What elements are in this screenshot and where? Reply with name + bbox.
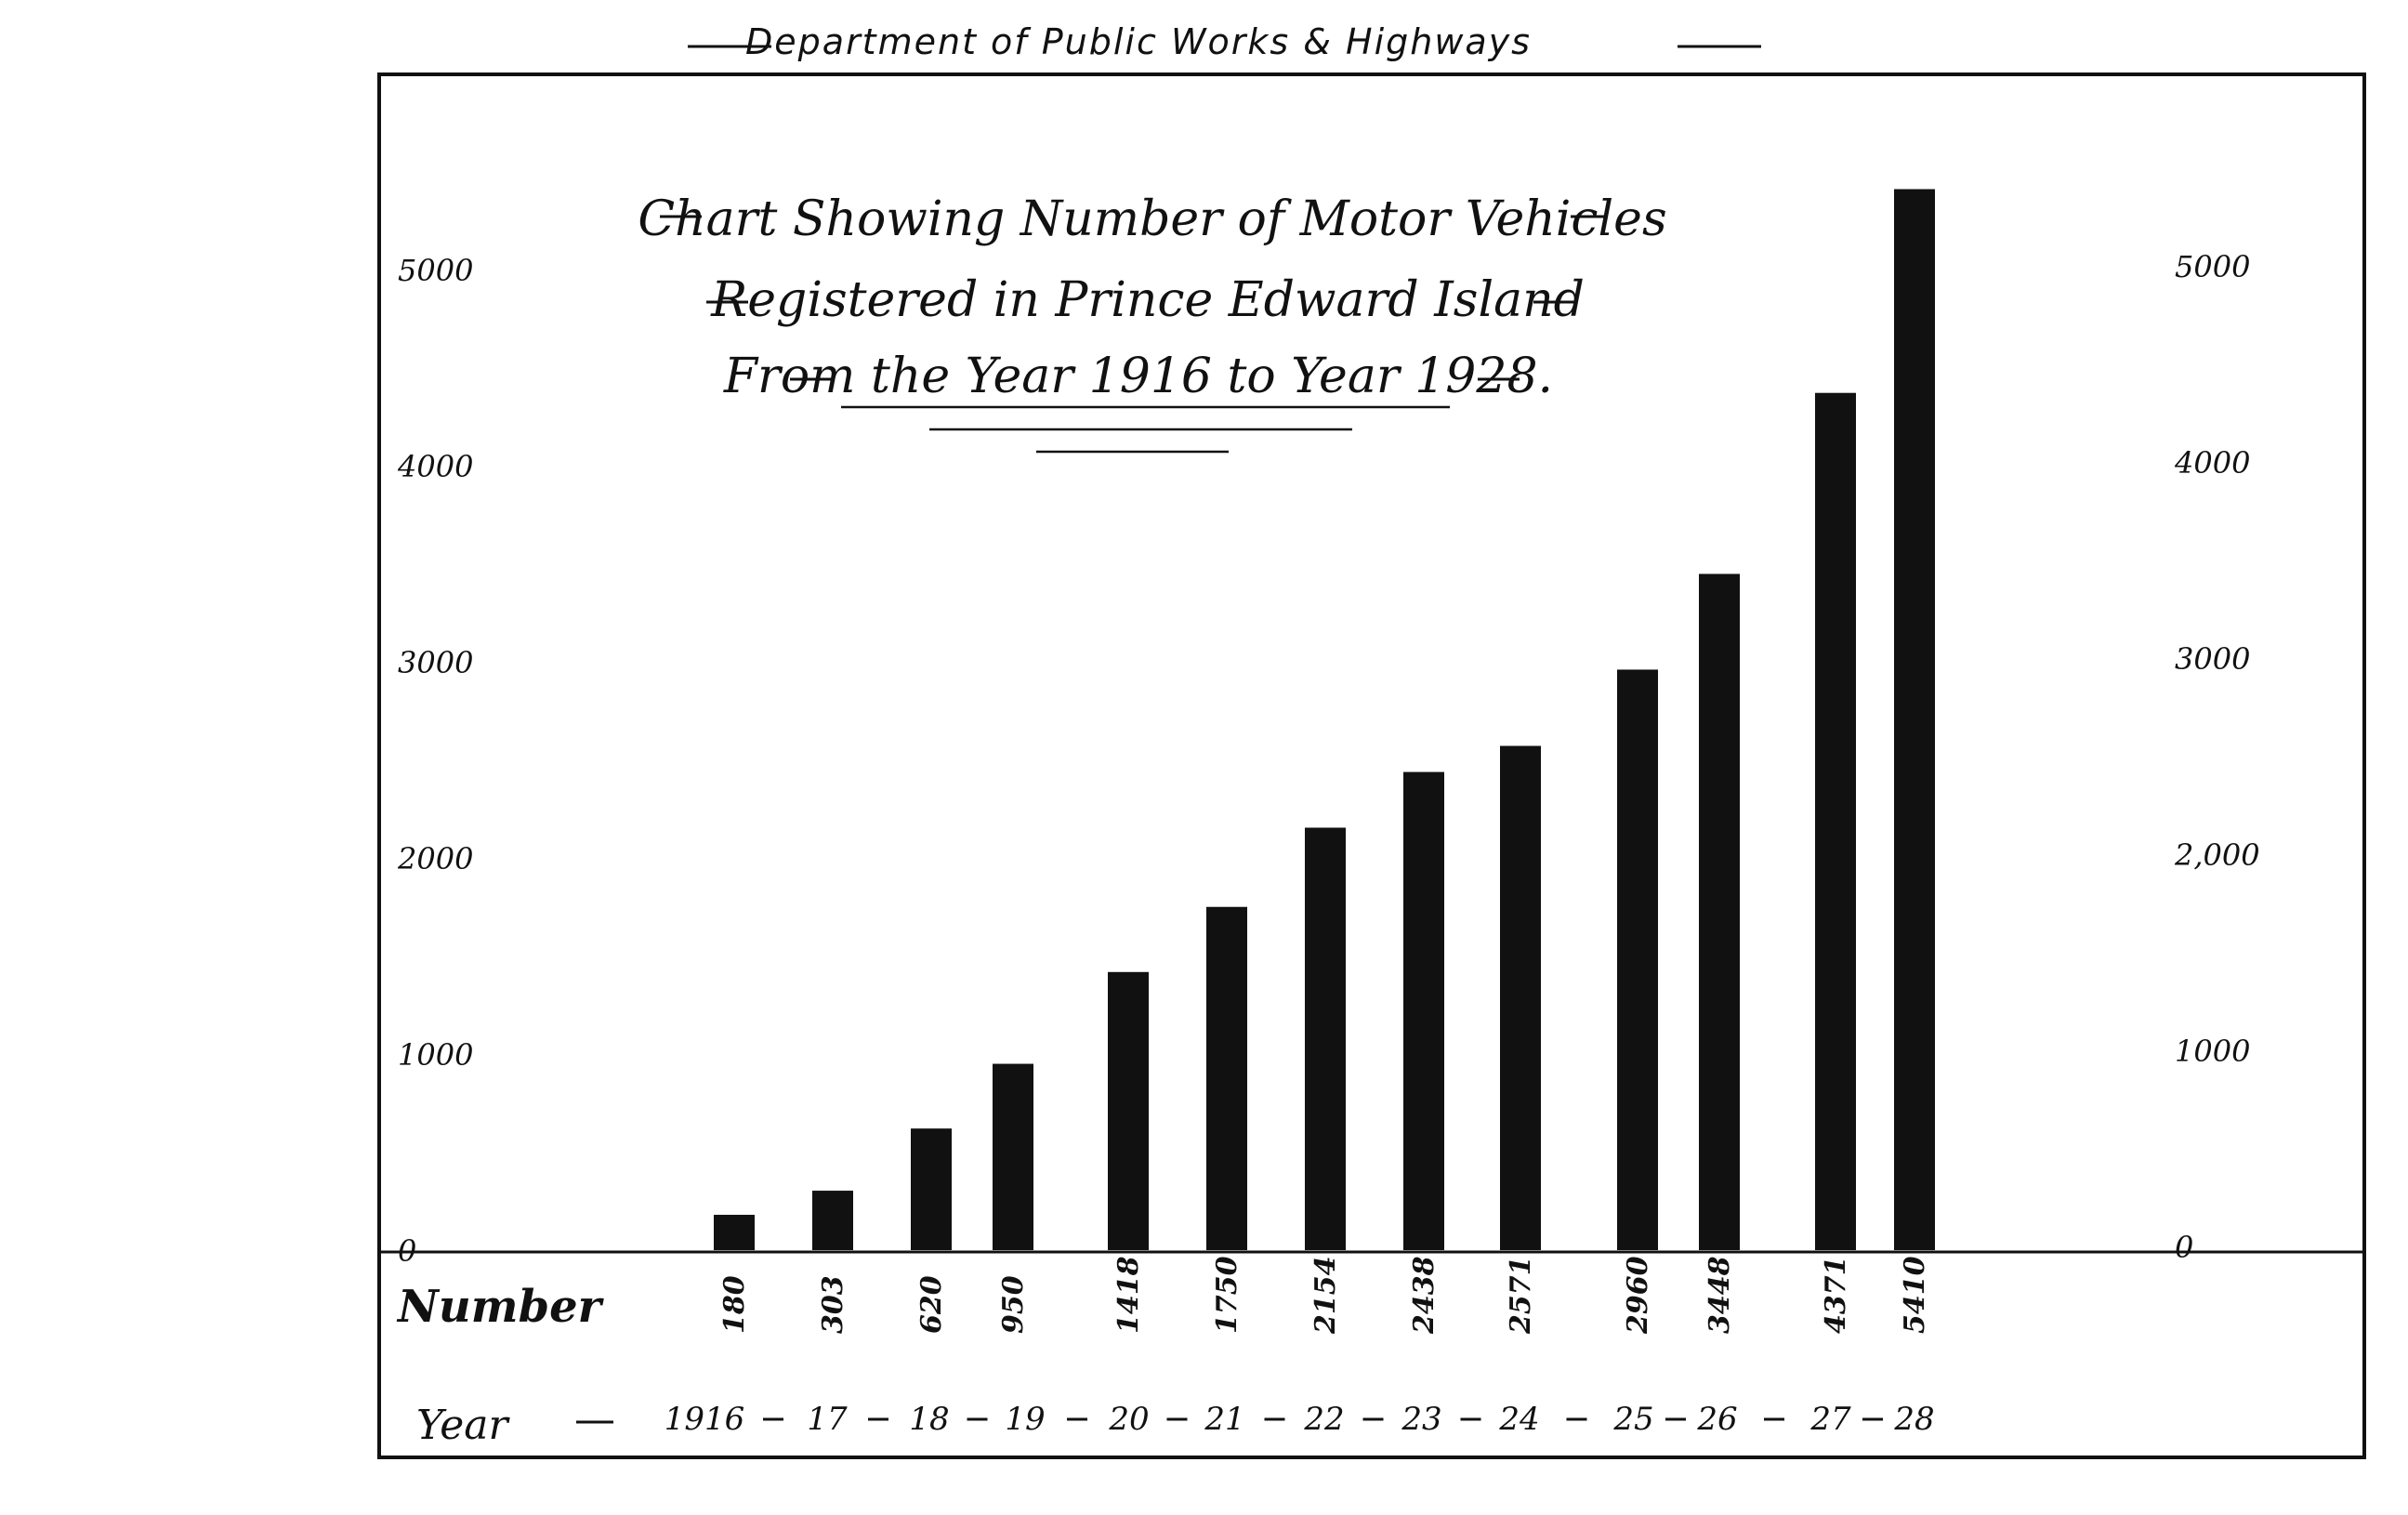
year-label-1916: 1916 [664, 1401, 745, 1438]
year-label-20: 20 [1109, 1401, 1150, 1438]
year-row-label: Year [416, 1402, 508, 1449]
value-label-19: 950 [997, 1275, 1030, 1334]
bar-25 [1617, 669, 1658, 1250]
year-label-19: 19 [1005, 1401, 1046, 1438]
bar-17 [812, 1191, 853, 1250]
bar-1916 [714, 1215, 755, 1250]
y-tick-left-5: 5000 [398, 253, 474, 288]
year-label-17: 17 [807, 1401, 848, 1438]
y-tick-right-4: 4000 [2175, 445, 2251, 481]
bar-22 [1305, 828, 1346, 1250]
y-tick-right-5: 5000 [2175, 249, 2251, 284]
value-label-22: 2154 [1309, 1256, 1342, 1334]
year-label-18: 18 [909, 1401, 950, 1438]
y-tick-right-0: 0 [2175, 1230, 2194, 1265]
bar-27 [1815, 393, 1856, 1250]
title-line-2: Registered in Prince Edward Island [711, 272, 1585, 328]
year-label-28: 28 [1894, 1401, 1935, 1438]
year-label-24: 24 [1499, 1401, 1540, 1438]
value-label-27: 4371 [1820, 1256, 1852, 1334]
value-label-21: 1750 [1211, 1256, 1243, 1334]
value-label-24: 2571 [1505, 1256, 1537, 1334]
year-label-26: 26 [1697, 1401, 1738, 1438]
value-label-1916: 180 [718, 1275, 751, 1334]
year-label-27: 27 [1810, 1401, 1851, 1438]
y-axis-right-labels [2174, 249, 2260, 1265]
header-title: Department of Public Works & Highways [745, 21, 1532, 62]
year-label-22: 22 [1304, 1401, 1345, 1438]
y-tick-left-4: 4000 [398, 449, 474, 484]
title-line-3: From the Year 1916 to Year 1928. [723, 349, 1554, 404]
y-tick-left-3: 3000 [398, 645, 474, 680]
bar-18 [911, 1128, 952, 1250]
value-label-17: 303 [817, 1275, 849, 1334]
y-tick-right-3: 3000 [2175, 641, 2251, 677]
y-tick-right-1: 1000 [2175, 1034, 2251, 1069]
bar-24 [1500, 746, 1541, 1250]
title-line-1: Chart Showing Number of Motor Vehicles [638, 191, 1667, 247]
year-label-21: 21 [1204, 1401, 1245, 1438]
bar-21 [1206, 907, 1247, 1250]
value-label-26: 3448 [1704, 1256, 1736, 1334]
bar-23 [1403, 772, 1444, 1250]
year-labels [665, 1401, 1935, 1438]
value-label-23: 2438 [1408, 1256, 1441, 1334]
bar-28 [1894, 189, 1935, 1250]
value-label-18: 620 [915, 1275, 948, 1334]
year-label-23: 23 [1401, 1401, 1442, 1438]
y-tick-left-0: 0 [398, 1233, 417, 1269]
y-tick-left-1: 1000 [398, 1037, 474, 1073]
year-label-25: 25 [1613, 1401, 1654, 1438]
chart-title [638, 191, 1666, 452]
value-label-20: 1418 [1112, 1256, 1145, 1334]
y-tick-right-2: 2,000 [2175, 837, 2260, 873]
value-label-28: 5410 [1899, 1256, 1931, 1334]
y-tick-left-2: 2000 [398, 841, 474, 876]
number-row-label: Number [398, 1281, 601, 1333]
value-label-25: 2960 [1622, 1256, 1654, 1334]
bar-19 [993, 1064, 1033, 1250]
value-labels [718, 1256, 1931, 1335]
bar-20 [1108, 972, 1149, 1250]
y-axis-left-labels [397, 253, 473, 1269]
bar-26 [1699, 573, 1740, 1250]
